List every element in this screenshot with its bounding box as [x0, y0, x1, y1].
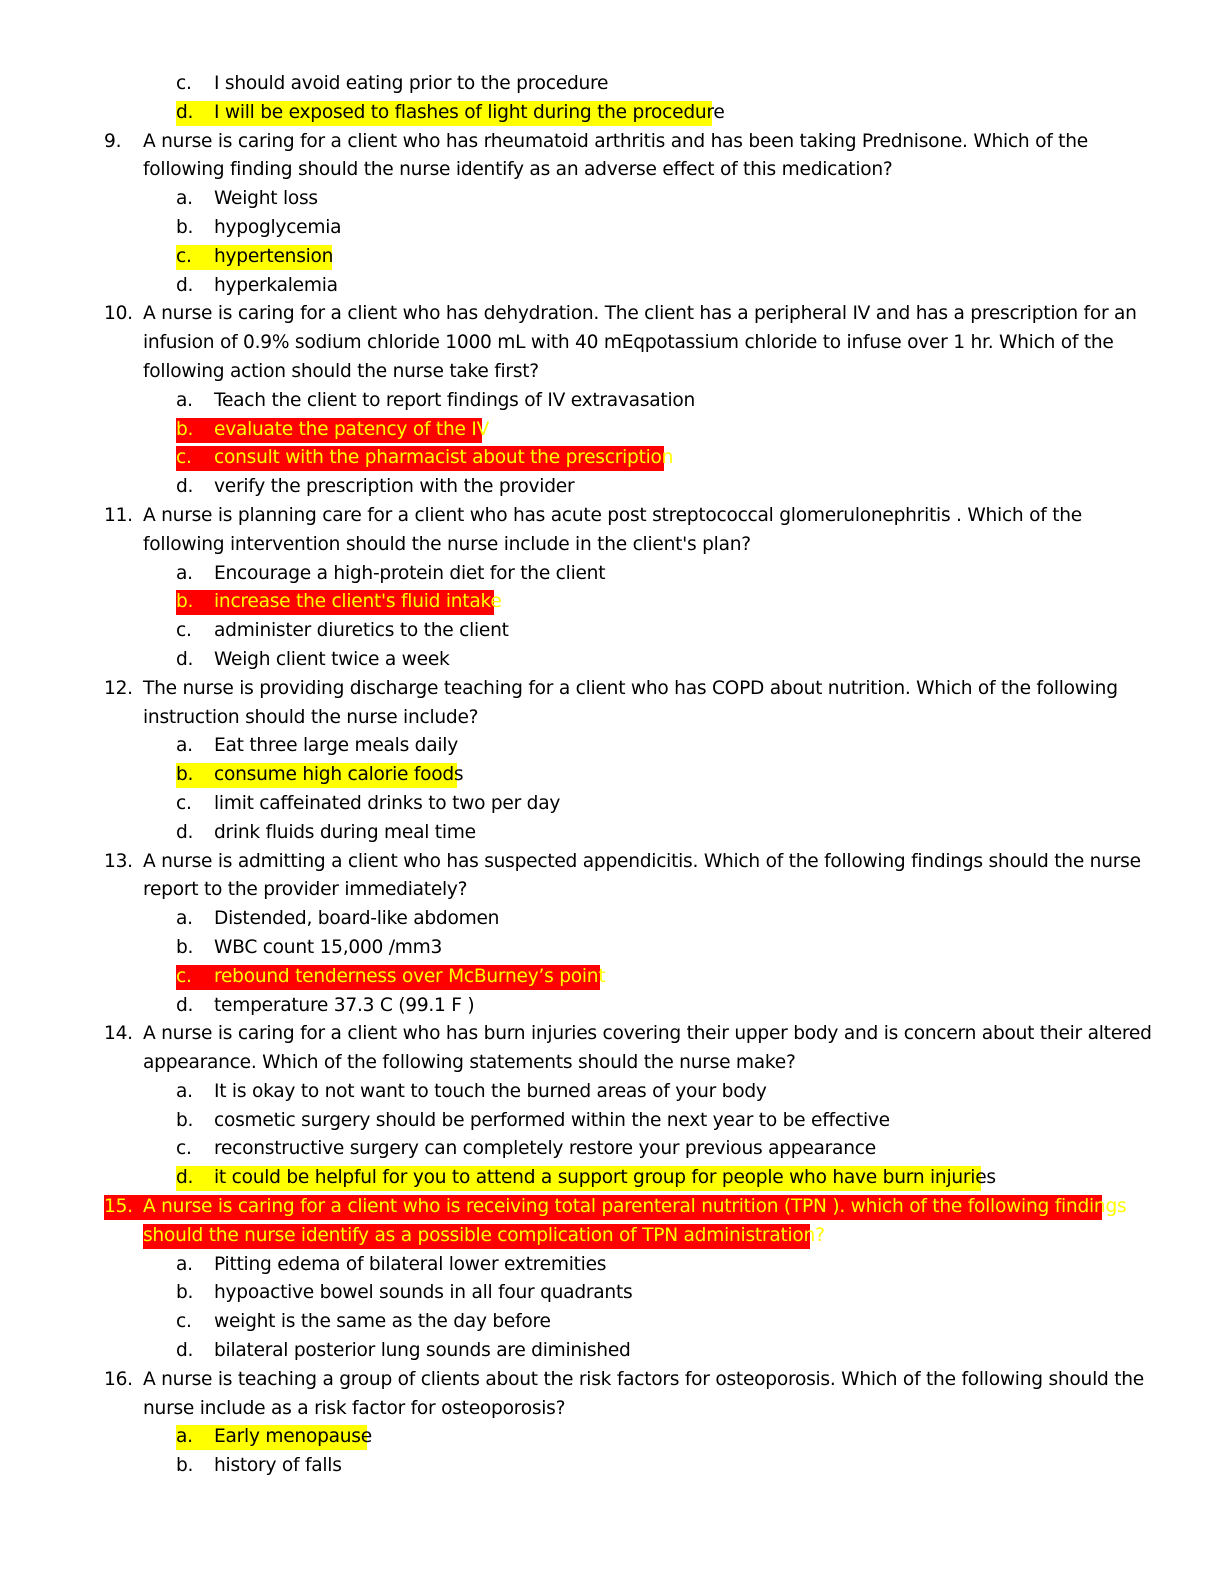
option-text: Pitting edema of bilateral lower extremities: [214, 1253, 607, 1275]
option-letter: d.: [176, 101, 194, 123]
question-text: A nurse is caring for a client who has rheumatoid arthritis and has been taking Prednisone. Which of the: [143, 130, 1088, 152]
option-text: I will be exposed to flashes of light during the procedure: [214, 101, 725, 123]
question-text: appearance. Which of the following statements should the nurse make?: [143, 1052, 796, 1074]
option-text: increase the client's fluid intake: [214, 591, 502, 613]
option-letter: c.: [176, 792, 192, 814]
option-text: consume high calorie foods: [214, 764, 464, 786]
option-letter: c.: [176, 73, 192, 94]
question-number: 11.: [104, 504, 133, 526]
option-letter: c.: [176, 447, 192, 469]
option-letter: a.: [176, 389, 193, 411]
option-text: Early menopause: [214, 1426, 372, 1448]
option-text: Weigh client twice a week: [214, 648, 450, 670]
question-line: [0, 1193, 1224, 1222]
option-text: temperature 37.3 C (99.1 F ): [214, 994, 475, 1016]
question-number: 14.: [104, 1023, 133, 1045]
option-letter: d.: [176, 274, 194, 296]
question-text: A nurse is caring for a client who is receiving total parenteral nutrition (TPN ). which of the following findings: [143, 1196, 1127, 1218]
answer-option: [0, 444, 1224, 473]
option-letter: b.: [176, 1455, 194, 1477]
answer-option: [0, 1078, 1224, 1107]
option-letter: d.: [176, 1340, 194, 1362]
answer-option: [0, 416, 1224, 445]
question-line: [0, 1020, 1224, 1049]
question-continuation: [0, 358, 1224, 387]
question-text: The nurse is providing discharge teaching for a client who has COPD about nutrition. Which of the following: [143, 677, 1118, 699]
question-continuation: [0, 1395, 1224, 1424]
question-text: A nurse is teaching a group of clients about the risk factors for osteoporosis. Which of the following should the: [143, 1368, 1144, 1390]
question-number: 15.: [104, 1196, 133, 1218]
question-text: infusion of 0.9% sodium chloride 1000 mL with 40 mEqpotassium chloride to infuse over 1 hr. Which of the: [143, 332, 1114, 354]
question-number: 10.: [104, 303, 133, 325]
option-letter: a.: [176, 735, 193, 757]
answer-option: [0, 1279, 1224, 1308]
answer-option: [0, 1308, 1224, 1337]
option-letter: c.: [176, 965, 192, 987]
question-text: A nurse is planning care for a client who has acute post streptococcal glomerulonephritis . Which of the: [143, 504, 1082, 526]
answer-option: [0, 214, 1224, 243]
answer-option: [0, 1164, 1224, 1193]
option-letter: b.: [176, 216, 194, 238]
option-text: Encourage a high-protein diet for the client: [214, 562, 606, 584]
question-continuation: [0, 1222, 1224, 1251]
option-letter: c.: [176, 245, 192, 267]
option-letter: b.: [176, 1282, 194, 1304]
option-text: cosmetic surgery should be performed within the next year to be effective: [214, 1109, 890, 1131]
option-text: I should avoid eating prior to the procedure: [214, 73, 609, 94]
option-text: verify the prescription with the provider: [214, 476, 575, 498]
option-text: it could be helpful for you to attend a support group for people who have burn injuries: [214, 1167, 996, 1189]
option-letter: a.: [176, 1426, 193, 1448]
answer-option: [0, 1107, 1224, 1136]
option-letter: d.: [176, 821, 194, 843]
answer-option: [0, 732, 1224, 761]
answer-option: [0, 819, 1224, 848]
answer-option: [0, 99, 1224, 128]
question-number: 12.: [104, 677, 133, 699]
option-text: It is okay to not want to touch the burned areas of your body: [214, 1080, 767, 1102]
option-letter: a.: [176, 562, 193, 584]
option-letter: c.: [176, 620, 192, 642]
answer-option: [0, 963, 1224, 992]
answer-option: [0, 70, 1224, 99]
question-text: A nurse is caring for a client who has burn injuries covering their upper body and is concern about their altered: [143, 1023, 1152, 1045]
option-letter: b.: [176, 418, 194, 440]
question-text: report to the provider immediately?: [143, 879, 468, 901]
question-continuation: [0, 1049, 1224, 1078]
option-text: administer diuretics to the client: [214, 620, 509, 642]
question-continuation: [0, 156, 1224, 185]
answer-option: [0, 761, 1224, 790]
question-line: [0, 1366, 1224, 1395]
question-line: [0, 502, 1224, 531]
option-letter: a.: [176, 188, 193, 210]
option-text: limit caffeinated drinks to two per day: [214, 792, 561, 814]
option-text: hypoactive bowel sounds in all four quadrants: [214, 1282, 633, 1304]
option-text: reconstructive surgery can completely restore your previous appearance: [214, 1138, 876, 1160]
question-text: A nurse is admitting a client who has suspected appendicitis. Which of the following findings should the nurse: [143, 850, 1141, 872]
option-text: WBC count 15,000 /mm3: [214, 936, 443, 958]
option-letter: d.: [176, 1167, 194, 1189]
question-continuation: [0, 531, 1224, 560]
question-continuation: [0, 876, 1224, 905]
answer-option: [0, 1251, 1224, 1280]
answer-option: [0, 1135, 1224, 1164]
option-letter: d.: [176, 476, 194, 498]
option-text: evaluate the patency of the IV: [214, 418, 490, 440]
question-line: [0, 300, 1224, 329]
option-letter: d.: [176, 994, 194, 1016]
option-letter: b.: [176, 764, 194, 786]
question-line: [0, 128, 1224, 157]
question-line: [0, 848, 1224, 877]
question-text: nurse include as a risk factor for osteoporosis?: [143, 1397, 566, 1419]
option-text: consult with the pharmacist about the prescription: [214, 447, 674, 469]
answer-option: [0, 992, 1224, 1021]
option-text: Weight loss: [214, 188, 318, 210]
option-text: bilateral posterior lung sounds are diminished: [214, 1340, 631, 1362]
answer-option: [0, 646, 1224, 675]
answer-option: [0, 243, 1224, 272]
answer-option: [0, 272, 1224, 301]
question-line: [0, 675, 1224, 704]
answer-option: [0, 790, 1224, 819]
option-text: history of falls: [214, 1455, 342, 1477]
option-letter: b.: [176, 1109, 194, 1131]
option-text: rebound tenderness over McBurney’s point: [214, 965, 606, 987]
answer-option: [0, 588, 1224, 617]
answer-option: [0, 1452, 1224, 1481]
option-text: hypoglycemia: [214, 216, 342, 238]
answer-option: [0, 185, 1224, 214]
option-letter: c.: [176, 1311, 192, 1333]
option-text: hyperkalemia: [214, 274, 338, 296]
answer-option: [0, 1423, 1224, 1452]
question-text: should the nurse identify as a possible complication of TPN administration?: [143, 1224, 825, 1246]
answer-option: [0, 934, 1224, 963]
option-letter: b.: [176, 591, 194, 613]
question-text: following intervention should the nurse include in the client's plan?: [143, 533, 751, 555]
question-text: following finding should the nurse identify as an adverse effect of this medication?: [143, 159, 893, 181]
option-letter: b.: [176, 936, 194, 958]
question-number: 13.: [104, 850, 133, 872]
option-letter: a.: [176, 1080, 193, 1102]
question-continuation: [0, 704, 1224, 733]
question-text: A nurse is caring for a client who has dehydration. The client has a peripheral IV and has a prescription for an: [143, 303, 1137, 325]
option-text: weight is the same as the day before: [214, 1311, 551, 1333]
question-text: following action should the nurse take first?: [143, 360, 539, 382]
answer-option: [0, 387, 1224, 416]
option-text: Teach the client to report findings of IV extravasation: [214, 389, 696, 411]
question-number: 9.: [104, 130, 122, 152]
option-text: Distended, board-like abdomen: [214, 908, 500, 930]
option-letter: c.: [176, 1138, 192, 1160]
answer-option: [0, 473, 1224, 502]
option-letter: d.: [176, 648, 194, 670]
option-text: hypertension: [214, 245, 334, 267]
answer-option: [0, 1337, 1224, 1366]
option-text: drink fluids during meal time: [214, 821, 476, 843]
answer-option: [0, 560, 1224, 589]
answer-option: [0, 905, 1224, 934]
option-text: Eat three large meals daily: [214, 735, 458, 757]
option-letter: a.: [176, 1253, 193, 1275]
option-letter: a.: [176, 908, 193, 930]
question-text: instruction should the nurse include?: [143, 706, 479, 728]
question-continuation: [0, 329, 1224, 358]
answer-option: [0, 617, 1224, 646]
question-number: 16.: [104, 1368, 133, 1390]
